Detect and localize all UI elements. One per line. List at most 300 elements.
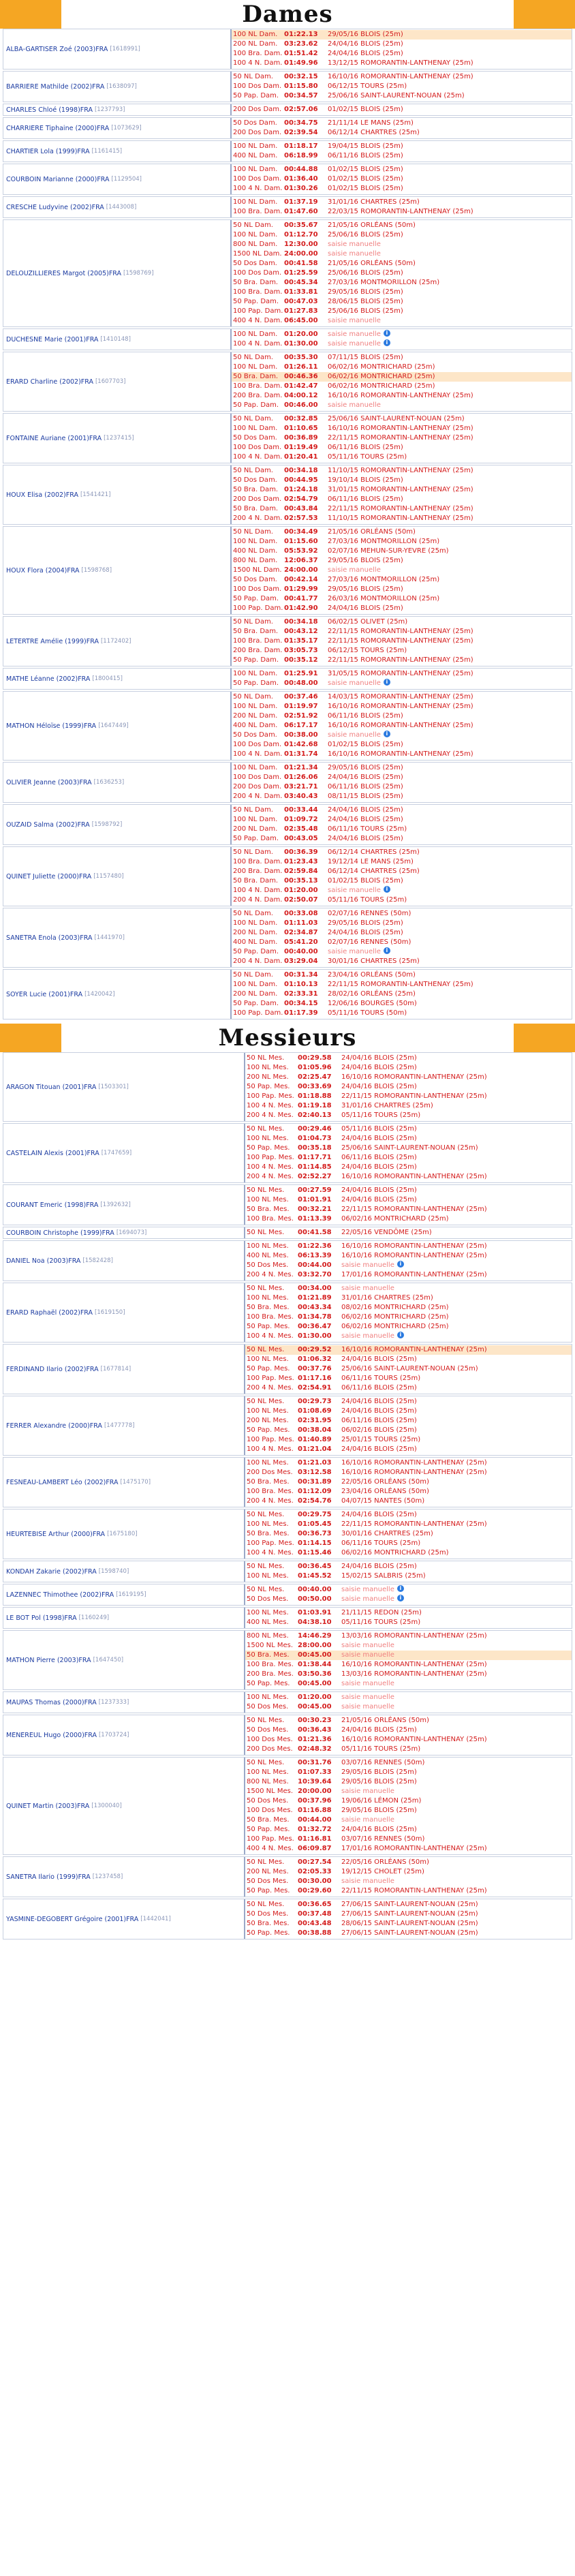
performance-list [232,414,572,463]
athlete-name[interactable] [3,1241,245,1281]
event-time: 01:25.91 [284,670,318,677]
event-place[interactable]: 29/05/16 BLOIS (25m) [341,1768,417,1776]
event-place[interactable]: 24/04/16 BLOIS (25m) [328,816,403,823]
event-place[interactable]: 23/04/16 ORLÉANS (50m) [328,971,416,979]
event-place[interactable]: 11/10/15 ROMORANTIN-LANTHENAY (25m) [328,515,473,522]
athlete-nationality: FRA [68,1257,81,1265]
event-place[interactable]: 29/05/16 BLOIS (25m) [328,585,403,593]
athlete-name[interactable] [3,164,232,194]
event-name: 100 NL Mes. [247,1196,289,1203]
event-place[interactable]: 02/07/16 MEHUN-SUR-YEVRE (25m) [328,547,449,555]
performance-row [232,297,572,307]
athlete-name[interactable] [3,1227,245,1238]
event-time: 02:48.32 [298,1745,332,1753]
event-time: 01:03.91 [298,1609,332,1616]
event-place[interactable]: 06/02/16 MONTRICHARD (25m) [328,363,435,371]
athlete-row [3,1584,572,1606]
performance-row [232,617,572,627]
performance-row [245,1322,572,1332]
event-place[interactable]: 24/04/16 BLOIS (25m) [341,1355,417,1363]
manual-entry-label: saisie manuelle [341,1703,394,1711]
athlete-row [3,1509,572,1559]
event-place[interactable]: 25/06/16 BLOIS (25m) [328,307,403,315]
athlete-name[interactable] [3,220,232,326]
info-icon[interactable]: i [384,679,390,686]
event-place[interactable]: 24/04/16 BLOIS (25m) [328,835,403,842]
event-place[interactable]: 29/05/16 BLOIS (25m) [341,1807,417,1814]
event-name: 50 NL Dam. [233,806,273,814]
athlete-license: [1237333] [98,1699,129,1706]
athlete-fullname: MATHON Pierre (2003) [6,1656,79,1664]
athlete-name[interactable] [3,1053,245,1121]
event-time: 00:37.46 [284,693,318,701]
event-place[interactable]: 24/04/16 BLOIS (25m) [341,1186,417,1194]
performance-row [232,433,572,443]
event-place[interactable]: 28/06/15 SAINT-LAURENT-NOUAN (25m) [341,1920,478,1927]
event-place[interactable]: 12/06/16 BOURGES (50m) [328,1000,417,1007]
event-place[interactable]: 22/03/15 ROMORANTIN-LANTHENAY (25m) [328,208,473,215]
event-place[interactable]: 27/03/16 MONTMORILLON (25m) [328,279,440,286]
event-place[interactable]: 22/11/15 ROMORANTIN-LANTHENAY (25m) [328,637,473,645]
event-time: 03:40.43 [284,793,318,800]
performance-list [232,847,572,906]
event-place[interactable]: 06/11/16 BLOIS (25m) [328,712,403,720]
event-place[interactable]: 19/10/14 BLOIS (25m) [328,476,403,484]
event-place[interactable]: 06/12/15 TOURS (25m) [328,82,407,90]
event-place[interactable]: 06/12/15 TOURS (25m) [328,647,407,654]
event-place[interactable]: 29/05/16 BLOIS (25m) [328,288,403,296]
performance-row [245,1134,572,1144]
event-place[interactable]: 22/11/15 ROMORANTIN-LANTHENAY (25m) [328,505,473,512]
athlete-license: [1441970] [94,934,125,941]
event-place[interactable]: 16/10/16 ROMORANTIN-LANTHENAY (25m) [328,703,473,710]
info-icon[interactable]: i [384,947,390,954]
event-place[interactable]: 11/10/15 ROMORANTIN-LANTHENAY (25m) [328,467,473,474]
event-place[interactable]: 22/11/15 ROMORANTIN-LANTHENAY (25m) [328,981,473,988]
info-icon[interactable]: i [397,1585,404,1592]
event-place[interactable]: 30/01/16 CHARTRES (25m) [328,957,420,965]
event-place[interactable]: 19/12/14 LE MANS (25m) [328,858,414,865]
performance-row [232,585,572,594]
banner-bar-right [514,0,575,29]
event-place[interactable]: 06/11/16 TOURS (25m) [341,1539,421,1547]
event-place[interactable]: 14/03/15 ROMORANTIN-LANTHENAY (25m) [328,693,473,701]
performance-list [232,118,572,138]
event-place[interactable]: 08/02/16 MONTRICHARD (25m) [341,1304,449,1311]
event-place[interactable]: 07/11/15 BLOIS (25m) [328,354,403,361]
athlete-name[interactable] [3,1899,245,1939]
event-place[interactable]: 24/04/16 BLOIS (25m) [341,1398,417,1405]
athlete-name[interactable] [3,527,232,614]
athlete-name[interactable] [3,908,232,967]
event-name: 100 NL Mes. [247,1242,289,1250]
athlete-name[interactable] [3,1345,245,1394]
athlete-name[interactable] [3,1584,245,1605]
athlete-row [3,1227,572,1239]
athlete-license: [1675180] [107,1531,138,1537]
event-place[interactable]: 05/11/16 TOURS (25m) [328,453,407,461]
event-time: 02:34.87 [284,929,318,936]
event-time: 01:15.60 [284,538,318,545]
athlete-name[interactable] [3,1631,245,1689]
event-place[interactable]: 06/11/16 BLOIS (25m) [328,783,403,791]
event-place[interactable]: 16/10/16 ROMORANTIN-LANTHENAY (25m) [328,425,473,432]
event-place[interactable]: 24/04/16 BLOIS (25m) [341,1726,417,1734]
athlete-license: [1636253] [93,779,125,786]
event-place[interactable]: 31/01/16 CHARTRES (25m) [328,198,420,206]
performance-row [245,1261,572,1270]
info-icon[interactable]: i [384,731,390,737]
event-place[interactable]: 03/07/16 RENNES (50m) [341,1835,425,1843]
event-place[interactable]: 29/05/16 BLOIS (25m) [328,919,403,927]
event-time: 01:01.91 [298,1196,332,1203]
athlete-name[interactable] [3,1758,245,1854]
event-place[interactable]: 01/02/15 BLOIS (25m) [328,185,403,192]
event-place[interactable]: 25/06/16 SAINT-LAURENT-NOUAN (25m) [328,92,465,99]
event-time: 00:36.43 [298,1726,332,1734]
event-time: 00:44.88 [284,166,318,173]
athlete-name[interactable] [3,104,232,115]
event-place[interactable]: 24/04/16 BLOIS (25m) [328,50,403,57]
event-place[interactable]: 06/12/14 CHARTRES (25m) [328,129,420,136]
event-place[interactable]: 05/11/16 BLOIS (25m) [341,1125,417,1133]
event-name: 100 NL Mes. [247,1459,289,1467]
event-place[interactable]: 16/10/16 ROMORANTIN-LANTHENAY (25m) [341,1252,487,1259]
event-name: 200 NL Mes. [247,1073,289,1081]
event-place[interactable]: 01/02/15 BLOIS (25m) [328,106,403,113]
event-place[interactable]: 16/10/16 ROMORANTIN-LANTHENAY (25m) [328,73,473,80]
event-place[interactable]: 01/02/15 BLOIS (25m) [328,741,403,748]
event-place[interactable]: 19/04/15 BLOIS (25m) [328,142,403,150]
event-place[interactable]: 31/01/16 CHARTRES (25m) [341,1102,433,1109]
event-place[interactable]: 16/10/16 ROMORANTIN-LANTHENAY (25m) [341,1469,487,1476]
event-place[interactable]: 21/05/16 ORLÉANS (50m) [341,1717,429,1724]
event-place[interactable]: 01/02/15 BLOIS (25m) [328,877,403,885]
athlete-fullname: DUCHESNE Marie (2001) [6,335,87,343]
athlete-name[interactable] [3,29,232,69]
event-place[interactable]: 06/02/16 MONTRICHARD (25m) [341,1323,449,1330]
athlete-fullname: OUZAID Salma (2002) [6,821,78,829]
event-place[interactable]: 22/11/15 ROMORANTIN-LANTHENAY (25m) [328,628,473,635]
event-place[interactable]: 06/11/16 BLOIS (25m) [328,152,403,159]
athlete-name[interactable] [3,1458,245,1507]
event-place[interactable]: 22/11/15 ROMORANTIN-LANTHENAY (25m) [341,1206,487,1213]
athlete-name[interactable] [3,1509,245,1559]
event-place[interactable]: 08/11/15 BLOIS (25m) [328,793,403,800]
event-place[interactable]: 16/10/16 ROMORANTIN-LANTHENAY (25m) [341,1736,487,1743]
event-name: 50 Bra. Dam. [233,279,279,286]
event-place[interactable]: 22/11/15 ROMORANTIN-LANTHENAY (25m) [328,656,473,664]
performance-list [232,197,572,217]
event-name: 50 Pap. Dam. [233,656,279,664]
event-place[interactable]: 13/03/16 ROMORANTIN-LANTHENAY (25m) [341,1670,487,1678]
event-time: 06:13.39 [298,1252,332,1259]
event-place[interactable]: 06/11/16 BLOIS (25m) [341,1417,417,1424]
event-place[interactable]: 21/11/14 LE MANS (25m) [328,119,414,127]
event-place[interactable]: 06/11/16 TOURS (25m) [341,1375,421,1382]
event-place[interactable]: 27/06/15 SAINT-LAURENT-NOUAN (25m) [341,1901,478,1908]
event-place[interactable]: 21/05/16 ORLÉANS (50m) [328,221,416,229]
event-place[interactable]: 19/12/15 CHOLET (25m) [341,1868,424,1875]
info-icon[interactable]: i [384,339,390,346]
event-name: 50 NL Mes. [247,1398,285,1405]
performance-row [232,59,572,68]
event-place[interactable]: 27/03/16 MONTMORILLON (25m) [328,538,440,545]
event-place[interactable]: 05/11/16 TOURS (25m) [341,1111,421,1119]
messieurs-list [3,1052,572,1939]
event-place[interactable]: 16/10/16 ROMORANTIN-LANTHENAY (25m) [328,750,473,758]
event-place[interactable]: 06/11/16 BLOIS (25m) [341,1384,417,1392]
event-place[interactable]: 06/11/16 TOURS (25m) [328,825,407,833]
performance-row [245,1426,572,1435]
event-place[interactable]: 22/05/16 ORLÉANS (50m) [341,1478,429,1486]
athlete-nationality: FRA [78,1656,91,1664]
event-place[interactable]: 25/06/16 BLOIS (25m) [328,269,403,277]
athlete-name[interactable] [3,847,232,906]
event-place[interactable]: 24/04/16 BLOIS (25m) [341,1163,417,1171]
event-name: 50 Pap. Mes. [247,1426,290,1434]
event-place[interactable]: 17/01/16 ROMORANTIN-LANTHENAY (25m) [341,1845,487,1852]
event-place[interactable]: 24/04/16 BLOIS (25m) [341,1563,417,1570]
event-place[interactable]: 24/04/16 BLOIS (25m) [341,1445,417,1453]
event-time: 01:06.32 [298,1355,332,1363]
athlete-license: [1300040] [91,1803,122,1809]
event-place[interactable]: 04/07/15 NANTES (50m) [341,1497,425,1505]
event-place[interactable]: 16/10/16 ROMORANTIN-LANTHENAY (25m) [328,392,473,399]
event-name: 50 Pap. Mes. [247,1323,290,1330]
athlete-name[interactable] [3,1396,245,1455]
athlete-name[interactable] [3,763,232,802]
event-place[interactable]: 06/02/16 MONTRICHARD (25m) [328,373,435,380]
event-place[interactable]: 06/02/16 MONTRICHARD (25m) [328,382,435,390]
event-place[interactable]: 06/12/14 CHARTRES (25m) [328,868,420,875]
event-place[interactable]: 24/04/16 BLOIS (25m) [341,1407,417,1415]
event-place[interactable]: 21/05/16 ORLÉANS (50m) [328,528,416,536]
event-place[interactable]: 22/11/15 ROMORANTIN-LANTHENAY (25m) [341,1887,487,1895]
athlete-nationality: FRA [86,1365,99,1373]
athlete-name[interactable] [3,617,232,666]
event-time: 01:42.68 [284,741,318,748]
event-time: 01:24.18 [284,486,318,493]
event-place[interactable]: 24/04/16 BLOIS (25m) [341,1054,417,1062]
event-place[interactable]: 24/04/16 BLOIS (25m) [341,1064,417,1071]
event-place[interactable]: 06/11/16 BLOIS (25m) [328,444,403,451]
event-place[interactable]: 22/05/16 ORLÉANS (50m) [341,1858,429,1866]
event-time: 00:30.00 [298,1877,332,1885]
athlete-name[interactable] [3,118,232,138]
event-place[interactable]: 31/01/15 ROMORANTIN-LANTHENAY (25m) [328,486,473,493]
event-place[interactable]: 24/04/16 BLOIS (25m) [328,40,403,48]
athlete-license: [1477778] [104,1422,135,1429]
event-place[interactable]: 05/11/16 TOURS (25m) [341,1745,421,1753]
athlete-name[interactable] [3,805,232,844]
event-time: 02:31.95 [298,1417,332,1424]
event-place[interactable]: 06/02/16 MONTRICHARD (25m) [341,1549,449,1557]
athlete-name[interactable] [3,692,232,760]
info-icon[interactable]: i [397,1332,404,1338]
event-time: 01:12.09 [298,1488,332,1495]
event-place[interactable]: 24/04/16 BLOIS (25m) [341,1196,417,1203]
event-place[interactable]: 31/01/16 CHARTRES (25m) [341,1294,433,1302]
athlete-name[interactable] [3,1857,245,1897]
performance-row [245,1571,572,1581]
event-time: 01:26.11 [284,363,318,371]
event-name: 50 Pap. Mes. [247,1826,290,1833]
event-place[interactable]: 24/04/16 BLOIS (25m) [341,1511,417,1518]
athlete-name[interactable] [3,1608,245,1628]
event-place[interactable]: 25/06/16 SAINT-LAURENT-NOUAN (25m) [328,415,465,423]
event-place[interactable]: 29/05/16 BLOIS (25m) [328,31,403,38]
event-place[interactable]: 06/11/16 BLOIS (25m) [328,495,403,503]
event-place[interactable]: 05/11/16 TOURS (25m) [341,1619,421,1626]
event-place[interactable]: 25/06/16 SAINT-LAURENT-NOUAN (25m) [341,1365,478,1373]
athlete-name[interactable] [3,141,232,162]
event-place[interactable]: 19/06/16 LÉMON (25m) [341,1797,422,1805]
event-place[interactable]: 06/11/16 BLOIS (25m) [341,1154,417,1161]
event-time: 01:30.00 [284,340,318,348]
athlete-name[interactable] [3,352,232,411]
athlete-name[interactable] [3,669,232,689]
performance-row [232,230,572,240]
performance-row [245,1929,572,1938]
event-place[interactable]: 13/12/15 ROMORANTIN-LANTHENAY (25m) [328,59,473,67]
event-place[interactable]: 16/10/16 ROMORANTIN-LANTHENAY (25m) [341,1173,487,1180]
event-place[interactable]: 01/02/15 BLOIS (25m) [328,175,403,183]
event-place[interactable]: 29/05/16 BLOIS (25m) [328,557,403,564]
event-place[interactable]: 06/02/15 OLIVET (25m) [328,618,408,626]
performance-row [232,566,572,575]
event-place[interactable]: 22/11/15 ROMORANTIN-LANTHENAY (25m) [328,434,473,442]
event-place[interactable]: 06/12/14 CHARTRES (25m) [328,848,420,856]
event-place[interactable]: 16/10/16 ROMORANTIN-LANTHENAY (25m) [341,1242,487,1250]
event-time: 00:36.45 [298,1563,332,1570]
event-place[interactable]: 25/06/16 BLOIS (25m) [328,231,403,239]
event-place[interactable]: 29/05/16 BLOIS (25m) [328,764,403,771]
event-place[interactable]: 24/04/16 BLOIS (25m) [341,1083,417,1090]
event-place[interactable]: 27/06/15 SAINT-LAURENT-NOUAN (25m) [341,1929,478,1937]
event-place[interactable]: 24/04/16 BLOIS (25m) [341,1826,417,1833]
event-place[interactable]: 26/03/16 MONTMORILLON (25m) [328,595,440,602]
athlete-name[interactable] [3,970,232,1019]
event-place[interactable]: 06/02/16 BLOIS (25m) [341,1426,417,1434]
event-place[interactable]: 16/10/16 ROMORANTIN-LANTHENAY (25m) [328,722,473,729]
performance-row [245,1745,572,1754]
event-place[interactable]: 23/04/16 ORLÉANS (50m) [341,1488,429,1495]
event-place[interactable]: 30/01/16 CHARTRES (25m) [341,1530,433,1537]
event-place[interactable]: 24/04/16 BLOIS (25m) [328,806,403,814]
event-place[interactable]: 06/02/16 MONTRICHARD (25m) [341,1215,449,1223]
manual-entry-label: saisie manuelle [341,1285,394,1292]
event-place[interactable]: 05/11/16 TOURS (25m) [328,896,407,904]
info-icon[interactable]: i [397,1261,404,1268]
event-place[interactable]: 25/06/16 SAINT-LAURENT-NOUAN (25m) [341,1144,478,1152]
event-place[interactable]: 15/02/15 SALBRIS (25m) [341,1572,426,1580]
athlete-name[interactable] [3,1185,245,1225]
performance-row [232,646,572,656]
event-place[interactable]: 17/01/16 ROMORANTIN-LANTHENAY (25m) [341,1271,487,1278]
performance-list [232,617,572,666]
athlete-name[interactable] [3,1561,245,1582]
event-time: 01:17.39 [284,1009,318,1017]
event-place[interactable]: 21/05/16 ORLÉANS (50m) [328,260,416,267]
performance-row [245,1608,572,1618]
event-place[interactable]: 24/04/16 BLOIS (25m) [328,929,403,936]
event-time: 01:21.03 [298,1459,332,1467]
event-name: 100 NL Dam. [233,231,278,239]
performance-row [232,278,572,288]
performance-row [245,1228,572,1238]
athlete-name[interactable] [3,72,232,102]
performance-row [245,1595,572,1604]
event-time: 01:20.00 [284,887,318,894]
event-place[interactable]: 16/10/16 ROMORANTIN-LANTHENAY (25m) [341,1661,487,1668]
athlete-name[interactable] [3,197,232,217]
athlete-name[interactable] [3,329,232,350]
event-time: 01:29.99 [284,585,318,593]
info-icon[interactable]: i [384,886,390,893]
event-time: 01:20.41 [284,453,318,461]
event-place[interactable]: 01/02/15 BLOIS (25m) [328,166,403,173]
event-place[interactable]: 28/06/15 BLOIS (25m) [328,298,403,305]
performance-row [232,119,572,128]
event-place[interactable]: 21/11/15 REDON (25m) [341,1609,422,1616]
performance-row [232,857,572,867]
performance-row [245,1631,572,1641]
performance-row [232,330,572,339]
athlete-name[interactable] [3,1124,245,1182]
event-place[interactable]: 05/11/16 TOURS (50m) [328,1009,407,1017]
event-name: 400 NL Dam. [233,938,278,946]
event-place[interactable]: 02/07/16 RENNES (50m) [328,938,411,946]
event-place[interactable]: 29/05/16 BLOIS (25m) [341,1778,417,1785]
event-place[interactable]: 28/02/16 ORLÉANS (25m) [328,990,416,998]
athlete-name[interactable] [3,1692,245,1713]
info-icon[interactable]: i [384,330,390,337]
event-place[interactable]: 25/01/15 TOURS (25m) [341,1436,421,1443]
event-place[interactable]: 22/05/16 VENDÔME (25m) [341,1229,432,1236]
event-name: 100 NL Mes. [247,1135,289,1142]
athlete-license: [1442041] [140,1916,171,1922]
event-place[interactable]: 22/11/15 ROMORANTIN-LANTHENAY (25m) [341,1092,487,1100]
athlete-name[interactable] [3,1715,245,1755]
event-place[interactable]: 24/04/16 BLOIS (25m) [341,1135,417,1142]
info-icon[interactable]: i [397,1595,404,1601]
event-place[interactable]: 27/03/16 MONTMORILLON (25m) [328,576,440,583]
event-place[interactable]: 06/02/16 MONTRICHARD (25m) [341,1313,449,1321]
event-place[interactable]: 24/04/16 BLOIS (25m) [328,773,403,781]
performance-row [232,466,572,476]
event-name: 50 NL Dam. [233,467,273,474]
event-place[interactable]: 16/10/16 ROMORANTIN-LANTHENAY (25m) [341,1346,487,1353]
event-place[interactable]: 31/05/15 ROMORANTIN-LANTHENAY (25m) [328,670,473,677]
performance-row [232,527,572,537]
event-time: 05:53.92 [284,547,318,555]
athlete-name[interactable] [3,414,232,463]
event-place[interactable]: 16/10/16 ROMORANTIN-LANTHENAY (25m) [341,1073,487,1081]
event-place[interactable]: 03/07/16 RENNES (50m) [341,1759,425,1766]
event-place[interactable]: 27/06/15 SAINT-LAURENT-NOUAN (25m) [341,1910,478,1918]
event-place[interactable]: 24/04/16 BLOIS (25m) [328,604,403,612]
athlete-name[interactable] [3,1283,245,1342]
event-time: 00:42.14 [284,576,318,583]
event-place[interactable]: 22/11/15 ROMORANTIN-LANTHENAY (25m) [341,1520,487,1528]
event-place[interactable]: 13/03/16 ROMORANTIN-LANTHENAY (25m) [341,1632,487,1640]
performance-row [232,288,572,297]
event-name: 100 Dos Dam. [233,585,282,593]
athlete-name[interactable] [3,465,232,524]
event-place[interactable]: 16/10/16 ROMORANTIN-LANTHENAY (25m) [341,1459,487,1467]
event-place[interactable]: 02/07/16 RENNES (50m) [328,910,411,917]
